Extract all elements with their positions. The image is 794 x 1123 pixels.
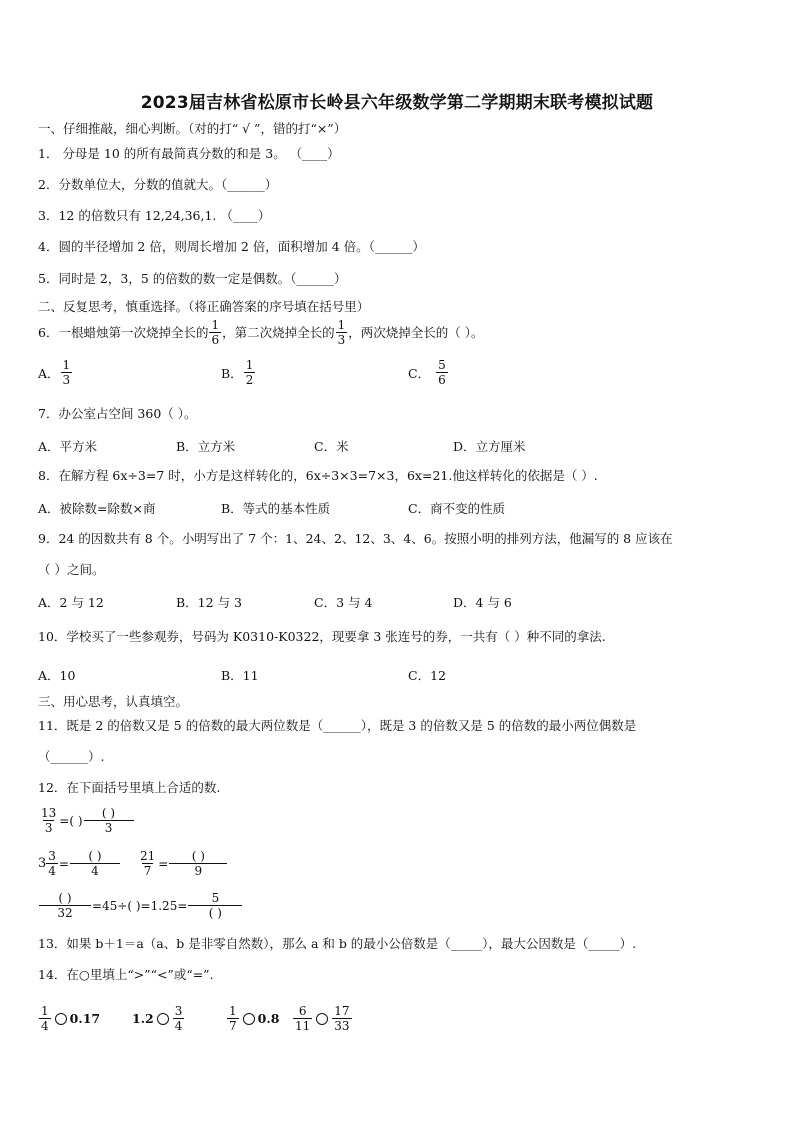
q9-option-d: D．4 与 6 — [453, 595, 512, 610]
q12-r1-fraction-2: $\frac{( )}{3}$ — [84, 806, 134, 835]
page-title: 2023届吉林省松原市长岭县六年级数学第二学期期末联考模拟试题 — [140, 93, 654, 113]
q12-r2-fraction: $\frac{3}{4}$ — [48, 849, 56, 878]
q12-row-3 — [38, 891, 243, 920]
q10-option-b: B．11 — [221, 668, 259, 683]
question-10: 10．学校买了一些参观券，号码为 K0310-K0322，现要拿 3 张连号的券，一共有（ ）种不同的拿法. — [38, 629, 606, 644]
q14-c4-fraction-right: $\frac{17}{33}$ — [334, 1004, 350, 1033]
question-6-text-c: ，两次烧掉全长的（ ）。 — [348, 324, 484, 340]
question-7: 7．办公室占空间 360（ ）。 — [38, 406, 197, 421]
q12-r2-fraction-3: $\frac{21}{7}$ — [139, 849, 156, 878]
q8-option-b: B．等式的基本性质 — [221, 501, 331, 516]
q12-r3-chain: =45÷( )=1.25= — [92, 898, 188, 913]
q14-c2-fraction: $\frac{3}{4}$ — [174, 1004, 183, 1033]
section-3-heading: 三、用心思考，认真填空。 — [38, 694, 189, 709]
question-1: 1． 分母是 10 的所有最简真分数的和是 3。 （____） — [38, 146, 340, 161]
q14-compare-2 — [132, 1004, 185, 1033]
question-6-text-a: 6．一根蜡烛第一次烧掉全长的 — [38, 324, 209, 340]
q14-c3-fraction: $\frac{1}{7}$ — [229, 1004, 237, 1033]
q14-c3-value: 0.8 — [257, 1011, 280, 1026]
question-9-line-2: （ ）之间。 — [38, 562, 105, 577]
question-9-line-1: 9．24 的因数共有 8 个。小明写出了 7 个：1、24、2、12、3、4、6。按照小明的排列方法，他漏写的 8 应该在 — [38, 531, 673, 546]
question-11-line-1: 11．既是 2 的倍数又是 5 的倍数的最大两位数是（______），既是 3 的倍数又是 5 的倍数的最小两位偶数是 — [38, 718, 637, 733]
fraction-one-third: $\frac{1}{3}$ — [337, 318, 346, 347]
q14-compare-3 — [226, 1004, 279, 1033]
q12-row-2 — [38, 849, 228, 878]
q9-option-b: B．12 与 3 — [176, 595, 242, 610]
question-14: 14．在○里填上“>”“<”或“=”. — [38, 967, 214, 982]
q7-option-d: D．立方厘米 — [453, 439, 526, 454]
q14-compare-4 — [292, 1004, 353, 1033]
q6-option-b: B． $\frac{1}{2}$ — [221, 358, 254, 387]
question-6-text-b: ，第二次烧掉全长的 — [222, 324, 335, 340]
q10-option-c: C．12 — [408, 668, 446, 683]
question-13: 13．如果 b＋1＝a（a、b 是非零自然数），那么 a 和 b 的最小公倍数是（_____），最大公因数是（_____）. — [38, 936, 637, 951]
q10-option-a: A．10 — [38, 668, 76, 683]
q14-c1-value: 0.17 — [69, 1011, 101, 1026]
q14-c1-fraction: $\frac{1}{4}$ — [41, 1004, 49, 1033]
q7-option-c: C．米 — [314, 439, 349, 454]
question-8: 8．在解方程 6x÷3=7 时，小方是这样转化的，6x÷3×3=7×3，6x=21.他这样转化的依据是（ ）. — [38, 468, 598, 483]
q8-option-c: C．商不变的性质 — [408, 501, 506, 516]
question-12: 12．在下面括号里填上合适的数. — [38, 780, 221, 795]
option-c-fraction: $\frac{5}{6}$ — [438, 358, 446, 387]
q12-r2-fraction-2: $\frac{( )}{4}$ — [70, 849, 120, 878]
q12-r3-fraction: $\frac{( )}{32}$ — [39, 891, 91, 920]
q9-option-a: A．2 与 12 — [38, 595, 104, 610]
q9-option-c: C．3 与 4 — [314, 595, 373, 610]
q12-r2-equals: = — [58, 856, 69, 871]
q6-option-a: A． $\frac{1}{3}$ — [38, 358, 71, 387]
q14-compare-1 — [38, 1004, 100, 1033]
q12-row-1 — [38, 806, 135, 835]
compare-circle-icon[interactable] — [316, 1013, 328, 1025]
question-3: 3．12 的倍数只有 12,24,36,1. （____） — [38, 208, 271, 223]
compare-circle-icon[interactable] — [157, 1013, 169, 1025]
option-b-fraction: $\frac{1}{2}$ — [245, 358, 254, 387]
section-2-heading: 二、反复思考，慎重选择。（将正确答案的序号填在括号里） — [38, 299, 370, 314]
q8-option-a: A．被除数=除数×商 — [38, 501, 156, 516]
q12-r2-equals-2: = — [158, 856, 169, 871]
fraction-one-sixth: $\frac{1}{6}$ — [211, 318, 220, 347]
q12-r3-fraction-2: $\frac{5}{( )}$ — [188, 891, 242, 920]
question-11-line-2: （______）. — [38, 749, 105, 764]
question-2: 2．分数单位大，分数的值就大。（______） — [38, 177, 278, 192]
question-6 — [38, 318, 484, 347]
q7-option-a: A．平方米 — [38, 439, 98, 454]
compare-circle-icon[interactable] — [55, 1013, 67, 1025]
question-4: 4．圆的半径增加 2 倍，则周长增加 2 倍，面积增加 4 倍。（______） — [38, 239, 425, 254]
q14-c4-fraction-left: $\frac{6}{11}$ — [295, 1004, 311, 1033]
q6-option-c: C． $\frac{5}{6}$ — [408, 358, 446, 387]
q12-r1-mixed-blank: =( ) — [59, 813, 83, 828]
q12-r2-fraction-4: $\frac{( )}{9}$ — [169, 849, 227, 878]
question-5: 5．同时是 2，3，5 的倍数的数一定是偶数。（______） — [38, 271, 347, 286]
q12-r1-fraction: $\frac{13}{3}$ — [41, 806, 57, 835]
compare-circle-icon[interactable] — [243, 1013, 255, 1025]
section-1-heading: 一、仔细推敲，细心判断。（对的打“ √ ”，错的打“×”） — [38, 121, 347, 136]
q14-c2-value: 1.2 — [132, 1011, 154, 1026]
q7-option-b: B．立方米 — [176, 439, 236, 454]
option-a-fraction: $\frac{1}{3}$ — [62, 358, 71, 387]
q12-r2-whole: 3 — [38, 856, 47, 871]
